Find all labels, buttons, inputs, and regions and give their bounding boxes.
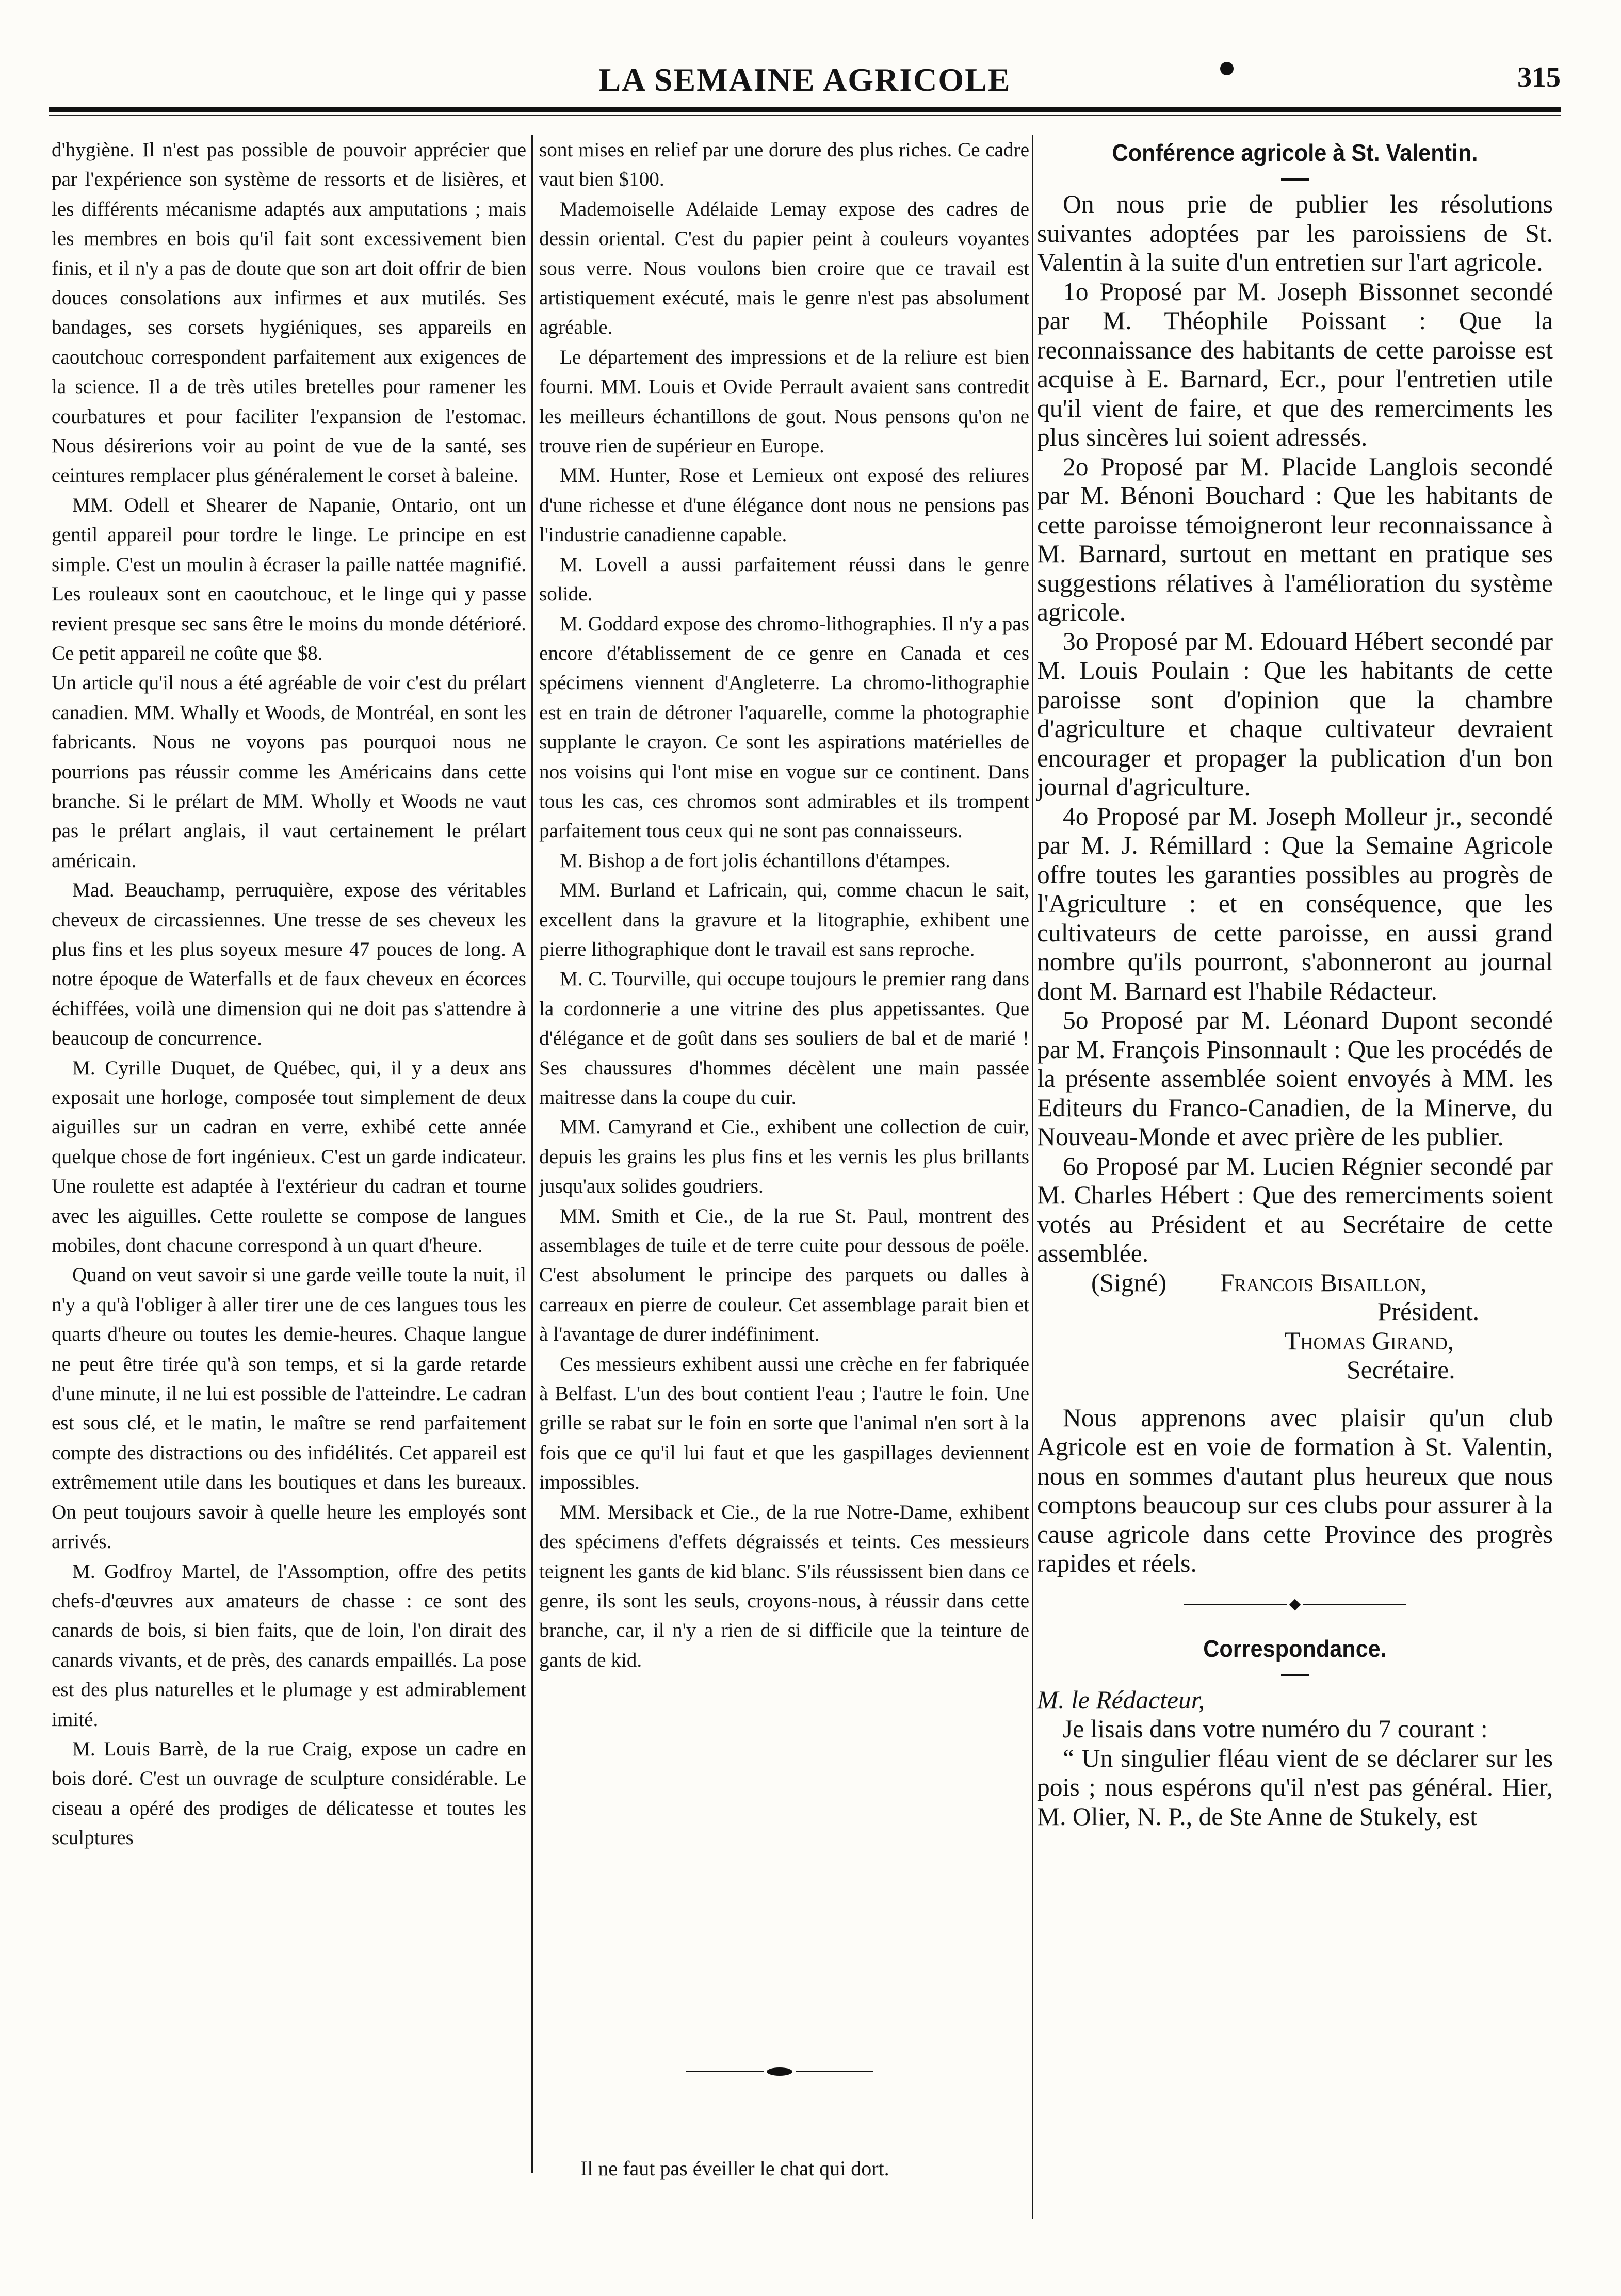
section-heading-conference: Conférence agricole à St. Valentin.	[1112, 139, 1478, 166]
paragraph: M. Bishop a de fort jolis échantillons d'étampes.	[560, 849, 950, 872]
page-header	[49, 61, 1561, 110]
column-left	[52, 135, 526, 2209]
header-dot	[1220, 62, 1234, 75]
page-number: 315	[1517, 61, 1561, 93]
signer-title: Secrétaire.	[1347, 1356, 1455, 1384]
paragraph: M. Lovell a aussi parfaitement réussi dans le genre solide.	[539, 553, 1029, 606]
resolution-item: 5o Proposé par M. Léonard Dupont secondé par M. François Pinsonnault : Que les procédés de la présente assemblée soient envoyés à MM. les Editeurs du Franco-Canadien, de la Minerve, du Nouveau-Monde et avec prière de les publier.	[1037, 1006, 1553, 1151]
section-heading-correspondance: Correspondance.	[1203, 1635, 1387, 1662]
resolution-item: 2o Proposé par M. Placide Langlois secondé par M. Bénoni Bouchard : Que les habitants de cette paroisse témoigneront leur reconnaissance à M. Barnard, surtout en mettant en pratique ses suggestions rélatives à l'amélioration du système agricole.	[1037, 452, 1553, 626]
paragraph: M. Louis Barrè, de la rue Craig, expose un cadre en bois doré. C'est un ouvrage de sculpture considérable. Le ciseau a opéré des prodiges de délicatesse et toutes les sculptures	[52, 1737, 526, 1849]
resolution-item: 1o Proposé par M. Joseph Bissonnet secondé par M. Théophile Poissant : Que la reconnaissance des habitants de cette paroisse est acquise à E. Barnard, Ecr., pour l'entretien utile qu'il vient de faire, et que des remerciments les plus sincères lui soient adressés.	[1037, 277, 1553, 451]
paragraph: d'hygiène. Il n'est pas possible de pouvoir apprécier que par l'expérience son système de ressorts et de lisières, et les différents mécanisme adaptés aux amputations ; mais les membres en bois qu'il fait sont excessivement bien finis, et il n'y a pas de doute que son art doit offrir de bien douces consolations aux infirmes et aux mutilés. Ses bandages, ses corsets hygiéniques, ses appareils en caoutchouc correspondent parfaitement aux exigences de la science. Il a de très utiles bretelles pour ramener les courbatures et pour faciliter l'expansion de l'estomac. Nous désirerions voir au point de vue de la santé, ses ceintures remplacer plus généralement le corset à baleine.	[52, 139, 526, 487]
header-rule-thin	[49, 115, 1561, 116]
paragraph: Le département des impressions et de la reliure est bien fourni. MM. Louis et Ovide Perrault avaient sans contredit les meilleurs échantillons de gout. Nous pensons qu'on ne trouve rien de supérieur en Europe.	[539, 346, 1029, 458]
paragraph: Je lisais dans votre numéro du 7 courant :	[1063, 1715, 1488, 1743]
heading-dash	[1281, 178, 1309, 181]
paragraph: sont mises en relief par une dorure des plus riches. Ce cadre vaut bien $100.	[539, 139, 1029, 191]
section-ornament	[1037, 1592, 1553, 1618]
paragraph: MM. Camyrand et Cie., exhibent une collection de cuir, depuis les grains les plus fins et les vernis les plus brillants jusqu'aux solides goudriers.	[539, 1116, 1029, 1198]
salutation: M. le Rédacteur,	[1037, 1685, 1205, 1714]
paragraph: MM. Hunter, Rose et Lemieux ont exposé des reliures d'une richesse et d'une élégance dont nous ne pensions pas l'industrie canadienne capable.	[539, 464, 1029, 546]
paragraph: Nous apprenons avec plaisir qu'un club Agricole est en voie de formation à St. Valentin, nous en sommes d'autant plus heureux que nous comptons beaucoup sur ces clubs pour assurer à la cause agricole dans cette Province des progrès rapides et réels.	[1037, 1403, 1553, 1577]
signed-label: (Signé)	[1091, 1268, 1166, 1297]
column-divider-1	[531, 135, 533, 2173]
paragraph: MM. Burland et Lafricain, qui, comme chacun le sait, excellent dans la gravure et la litographie, exhibent une pierre lithographique dont le travail est sans reproche.	[539, 879, 1029, 960]
paragraph: Mademoiselle Adélaide Lemay expose des cadres de dessin oriental. C'est du papier peint à couleurs voyantes sous verre. Nous voulons bien croire que ce travail est artistiquement exécuté, mais le genre n'est pas absolument agréable.	[539, 198, 1029, 339]
paragraph: Mad. Beauchamp, perruquière, expose des véritables cheveux de circassiennes. Une tresse de ses cheveux les plus fins et les plus soyeux mesure 47 pouces de long. A notre époque de Waterfalls et de faux cheveux en écorces échiffées, voilà une dimension qui ne doit pas s'attendre à beaucoup de concurrence.	[52, 879, 526, 1050]
column-middle	[539, 135, 1029, 2209]
paragraph: MM. Mersiback et Cie., de la rue Notre-Dame, exhibent des spécimens d'effets dégraissés et teints. Ces messieurs teignent les gants de kid blanc. S'ils réussissent bien dans ce genre, ils sont les seuls, croyons-nous, à réussir dans cette branche, car, il n'y a rien de si difficile que la teinture de gants de kid.	[539, 1501, 1029, 1671]
paragraph: Quand on veut savoir si une garde veille toute la nuit, il n'y a qu'à l'obliger à aller tirer une de ces langues tous les quarts d'heure ou toutes les demie-heures. Chaque langue ne peut être tirée qu'à son temps, et si la garde retarde d'une minute, il ne lui est possible de l'atteindre. Le cadran est sous clé, et le matin, le maître se rend parfaitement compte des distractions ou des infidélités. Cet appareil est extrêmement utile dans les boutiques et dans les bureaux. On peut toujours savoir à quelle heure les employés sont arrivés.	[52, 1264, 526, 1553]
proverb-line: Il ne faut pas éveiller le chat qui dort.	[580, 2157, 889, 2180]
signer-name: Francois Bisaillon,	[1220, 1268, 1427, 1297]
signer-name: Thomas Girand,	[1285, 1326, 1454, 1355]
paragraph: Ces messieurs exhibent aussi une crèche en fer fabriquée à Belfast. L'un des bout contient l'eau ; l'autre le foin. Une grille se rabat sur le foin en sorte que l'animal n'en sort à la fois que ce qu'il lui faut et que les gaspillages deviennent impossibles.	[539, 1353, 1029, 1494]
paragraph: MM. Odell et Shearer de Napanie, Ontario, ont un gentil appareil pour tordre le linge. Le principe en est simple. C'est un moulin à écraser la paille nattée magnifié. Les rouleaux sont en caoutchouc, et le linge qui y passe revient presque sec sans être le moins du monde détérioré. Ce petit appareil ne coûte que $8.	[52, 494, 526, 664]
paragraph: M. Godfroy Martel, de l'Assomption, offre des petits chefs-d'œuvres aux amateurs de chasse : ce sont des canards de bois, si bien faits, que de loin, l'on dirait des canards vivants, et de près, des canards empaillés. La pose est des plus naturelles et le plumage y est admirablement imité.	[52, 1560, 526, 1731]
paragraph: On nous prie de publier les résolutions suivantes adoptées par les paroissiens de St. Valentin à la suite d'un entretien sur l'art agricole.	[1037, 190, 1553, 276]
resolution-item: 4o Proposé par M. Joseph Molleur jr., secondé par M. J. Rémillard : Que la Semaine Agricole offre toutes les garanties possibles au progrès de l'Agriculture : et en conséquence, que les cultivateurs de cette paroisse, en aussi grand nombre qu'ils pourront, s'abonneront au journal dont M. Barnard est l'habile Rédacteur.	[1037, 802, 1553, 1005]
column-divider-2	[1032, 135, 1033, 2219]
paragraph: M. Cyrille Duquet, de Québec, qui, il y a deux ans exposait une horloge, composée tout simplement de deux aiguilles sur un cadran en verre, exhibé cette année quelque chose de fort ingénieux. C'est un garde indicateur. Une roulette est adaptée à l'extérieur du cadran et tourne avec les aiguilles. Cette roulette se compose de langues mobiles, dont chacune correspond à un quart d'heure.	[52, 1056, 526, 1257]
paragraph: “ Un singulier fléau vient de se déclarer sur les pois ; nous espérons qu'il n'est pas général. Hier, M. Olier, N. P., de Ste Anne de Stukely, est	[1037, 1744, 1553, 1831]
paragraph: Un article qu'il nous a été agréable de voir c'est du prélart canadien. MM. Whally et Woods, de Montréal, en sont les fabricants. Nous ne voyons pas pourquoi nous ne pourrions pas réussir comme les Américains dans cette branche. Si le prélart de MM. Wholly et Woods ne vaut pas le prélart anglais, il vaut certainement le prélart américain.	[52, 672, 526, 872]
signature-block	[1037, 1268, 1553, 1385]
paragraph: M. C. Tourville, qui occupe toujours le premier rang dans la cordonnerie a une vitrine des plus appetissantes. Que d'élégance et de goût dans ses souliers de bal et de marié ! Ses chaussures d'hommes décèlent une main passée maitresse dans la coupe du cuir.	[539, 968, 1029, 1109]
resolution-item: 6o Proposé par M. Lucien Régnier secondé par M. Charles Hébert : Que des remerciments soient votés au Président et au Secrétaire de cette assemblée.	[1037, 1151, 1553, 1267]
newspaper-title: LA SEMAINE AGRICOLE	[598, 61, 1011, 98]
heading-dash	[1281, 1674, 1309, 1676]
header-rule-thick	[49, 107, 1561, 112]
section-ornament	[686, 2067, 873, 2076]
column-right	[1037, 135, 1553, 2219]
paragraph: MM. Smith et Cie., de la rue St. Paul, montrent des assemblages de tuile et de terre cuite pour dessous de poële. C'est absolument le principe des parquets ou dalles à carreaux en pierre de couleur. Cet assemblage parait bien et à l'avantage de durer indéfiniment.	[539, 1204, 1029, 1346]
resolution-item: 3o Proposé par M. Edouard Hébert secondé par M. Louis Poulain : Que les habitants de cette paroisse sont d'opinion que la chambre d'agriculture et chaque cultivateur devraient encourager et propager la publication d'un bon journal d'agriculture.	[1037, 627, 1553, 801]
signer-title: Président.	[1377, 1297, 1479, 1326]
paragraph: M. Goddard expose des chromo-lithographies. Il n'y a pas encore d'établissement de ce genre en Canada et ces spécimens viennent d'Angleterre. La chromo-lithographie est en train de détroner l'aquarelle, comme la photographie supplante le crayon. Ce sont les aspirations matérielles de nos voisins qui l'ont mise en vogue sur ce continent. Dans tous les cas, ces chromos sont admirables et ils trompent parfaitement tous ceux qui ne sont pas connaisseurs.	[539, 612, 1029, 842]
